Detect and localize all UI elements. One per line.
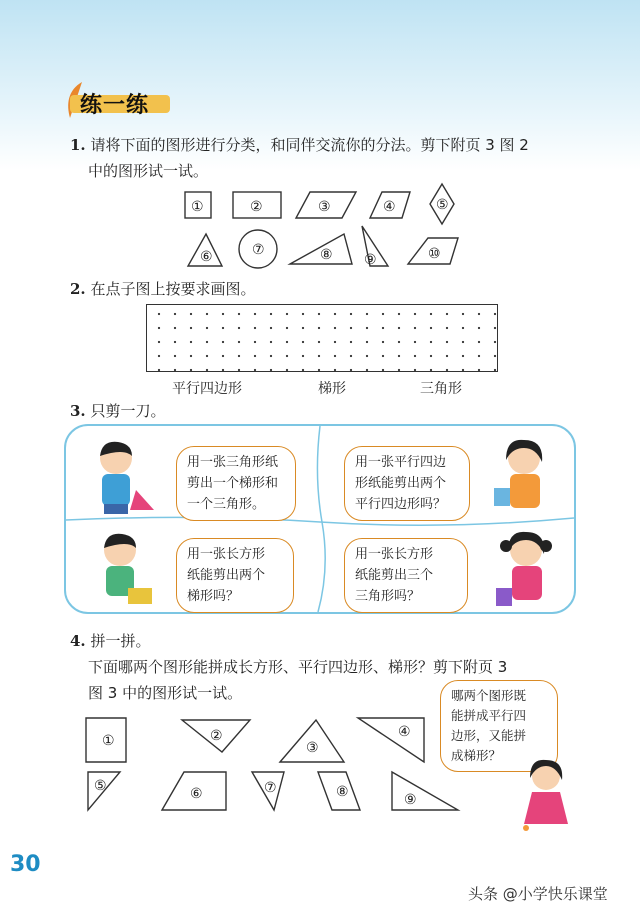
- label-4: ④: [383, 199, 396, 215]
- label-2: ②: [250, 199, 263, 215]
- piece-label-3: ③: [306, 740, 319, 756]
- piece-label-6: ⑥: [190, 786, 203, 802]
- q3-text: 只剪一刀。: [90, 402, 166, 420]
- dot-grid[interactable]: [146, 304, 498, 372]
- bubble-triangle-to-trapezoid: 用一张三角形纸 剪出一个梯形和 一个三角形。: [176, 446, 296, 521]
- grid-label-trapezoid: 梯形: [318, 381, 346, 397]
- piece-label-1: ①: [102, 733, 115, 749]
- q1-shapes: [170, 180, 470, 272]
- boy-with-rectangle-illustration: [92, 530, 162, 610]
- q2-number: 2.: [70, 280, 86, 298]
- q4-line1: 下面哪两个图形能拼成长方形、平行四边形、梯形？剪下附页 3: [88, 658, 508, 676]
- section-heading: [60, 80, 170, 122]
- question-2: [70, 276, 255, 302]
- heading-title: 练一练: [80, 93, 150, 118]
- piece-label-5: ⑤: [94, 778, 107, 794]
- question-3: [70, 398, 165, 424]
- bubble-which-two-shapes: 哪两个图形既 能拼成平行四 边形，又能拼 成梯形？: [440, 680, 558, 772]
- piece-label-4: ④: [398, 724, 411, 740]
- watermark: 头条 @小学快乐课堂: [468, 885, 608, 903]
- grid-label-parallelogram: 平行四边形: [172, 381, 242, 397]
- piece-9: [392, 772, 458, 810]
- piece-4: [358, 718, 424, 762]
- grid-label-triangle: 三角形: [420, 381, 462, 397]
- q1-line1: 请将下面的图形进行分类，和同伴交流你的分法。剪下附页 3 图 2: [90, 136, 529, 154]
- girl-cutting-parallelogram-illustration: [490, 438, 560, 520]
- q3-number: 3.: [70, 402, 86, 420]
- boy-cutting-triangle-illustration: [92, 438, 162, 518]
- bubble-rectangle-three-triangles: 用一张长方形 纸能剪出三个 三角形吗？: [344, 538, 468, 613]
- label-1: ①: [191, 199, 204, 215]
- bubble-rectangle-two-trapezoids: 用一张长方形 纸能剪出两个 梯形吗？: [176, 538, 294, 613]
- q4-shapes: [80, 712, 480, 822]
- piece-label-9: ⑨: [404, 792, 417, 808]
- q4-title: 拼一拼。: [90, 632, 151, 650]
- question-1: [70, 132, 590, 184]
- piece-label-8: ⑧: [336, 784, 349, 800]
- piece-label-7: ⑦: [264, 780, 277, 796]
- q2-text: 在点子图上按要求画图。: [90, 280, 256, 298]
- q1-number: 1.: [70, 136, 86, 154]
- label-10: ⑩: [428, 246, 441, 262]
- page-number: 30: [10, 852, 41, 877]
- label-8: ⑧: [320, 247, 333, 263]
- label-6: ⑥: [200, 249, 213, 265]
- girl-thinking-illustration: [516, 758, 576, 838]
- label-7: ⑦: [252, 242, 265, 258]
- label-9: ⑨: [364, 252, 377, 268]
- q4-line2: 图 3 中的图形试一试。: [88, 684, 243, 702]
- q4-number: 4.: [70, 632, 86, 650]
- girl-with-scissors-illustration: [490, 530, 560, 612]
- label-3: ③: [318, 199, 331, 215]
- piece-label-2: ②: [210, 728, 223, 744]
- label-5: ⑤: [436, 197, 449, 213]
- bubble-parallelogram: 用一张平行四边 形纸能剪出两个 平行四边形吗？: [344, 446, 470, 521]
- q1-line2: 中的图形试一试。: [88, 162, 209, 180]
